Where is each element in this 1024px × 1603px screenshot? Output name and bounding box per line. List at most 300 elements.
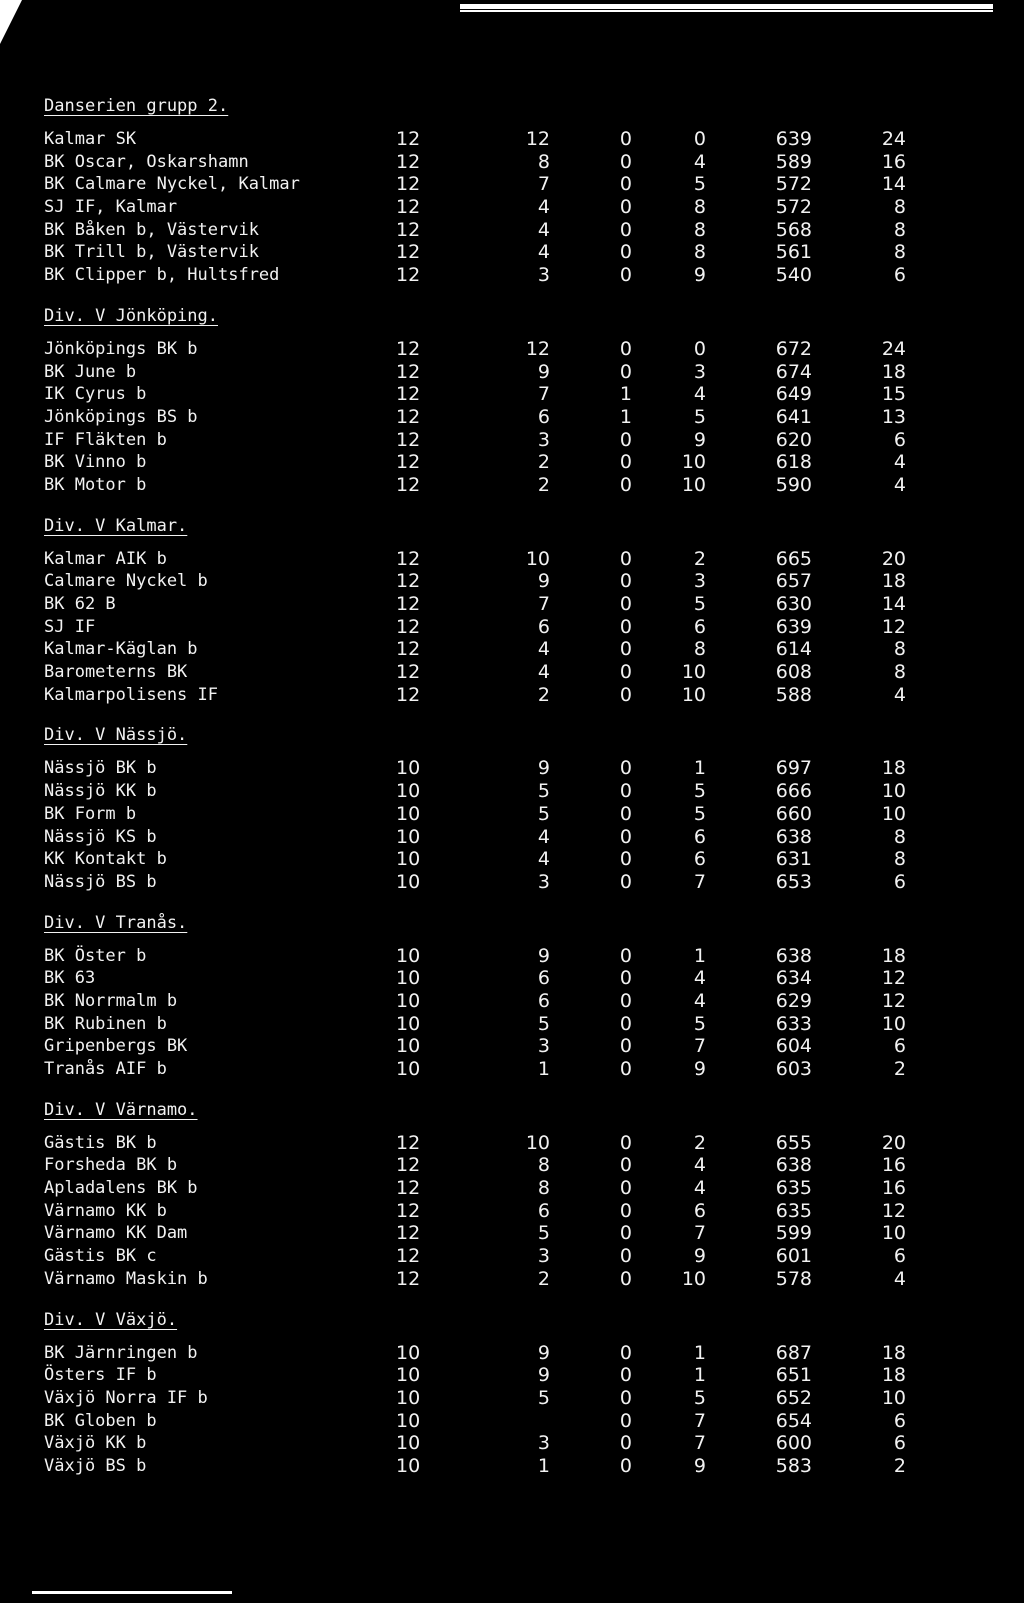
table-row (44, 151, 1004, 174)
team-name: SJ IF, Kalmar (44, 197, 178, 218)
draws: 0 (619, 241, 632, 264)
table-row (44, 1177, 1004, 1200)
table-row (44, 848, 1004, 871)
pins-total: 620 (775, 428, 812, 451)
losses: 6 (693, 848, 706, 871)
standings-section (44, 1099, 1004, 1291)
draws: 0 (619, 1222, 632, 1245)
standings-section (44, 1309, 1004, 1478)
team-name: BK 62 B (44, 594, 116, 614)
losses: 5 (693, 802, 706, 825)
points: 15 (881, 383, 906, 406)
losses: 10 (681, 661, 706, 684)
wins: 3 (537, 428, 550, 451)
pins-total: 629 (775, 989, 812, 1012)
points: 6 (893, 428, 906, 451)
table-row (44, 1245, 1004, 1268)
points: 16 (881, 1154, 906, 1177)
draws: 0 (619, 128, 632, 150)
wins: 6 (537, 615, 550, 638)
games-played: 12 (396, 196, 421, 219)
wins: 2 (537, 451, 550, 474)
draws: 0 (619, 218, 632, 241)
table-row (44, 548, 1004, 571)
table-row (44, 684, 1004, 707)
games-played: 12 (396, 1222, 421, 1245)
section-heading-text: Div. V Nässjö. (44, 725, 188, 746)
table-row (44, 219, 1004, 242)
pins-total: 653 (775, 870, 812, 893)
wins: 3 (537, 1035, 550, 1058)
wins: 9 (537, 1364, 550, 1387)
team-name: Östers IF b (44, 1365, 157, 1386)
losses: 5 (693, 173, 706, 196)
team-name: Kalmar SK (44, 129, 137, 149)
table-row (44, 406, 1004, 429)
losses: 9 (693, 264, 706, 287)
table-row (44, 1035, 1004, 1058)
games-played: 12 (396, 428, 421, 451)
draws: 0 (619, 1386, 632, 1409)
pins-total: 599 (775, 1222, 812, 1245)
draws: 0 (619, 1199, 632, 1222)
table-row (44, 967, 1004, 990)
team-name: Kalmarpolisens IF (44, 684, 218, 705)
games-played: 10 (396, 1341, 421, 1364)
wins: 4 (537, 825, 550, 848)
games-played: 10 (396, 1058, 421, 1080)
points: 10 (881, 802, 906, 825)
draws: 0 (619, 661, 632, 684)
team-name: Nässjö BS b (44, 871, 157, 892)
team-name: Nässjö KS b (44, 826, 157, 847)
points: 4 (893, 451, 906, 474)
table-row (44, 1058, 1004, 1081)
pins-total: 600 (775, 1432, 812, 1455)
draws: 0 (619, 802, 632, 825)
draws: 0 (619, 451, 632, 474)
wins: 2 (537, 1267, 550, 1290)
team-name: BK June b (44, 361, 137, 382)
section-heading-text: Div. V Tranås. (44, 912, 188, 933)
wins: 12 (525, 337, 550, 360)
losses: 8 (693, 218, 706, 241)
wins: 3 (537, 264, 550, 287)
losses: 5 (693, 593, 706, 615)
games-played: 12 (396, 615, 421, 638)
pins-total: 654 (775, 1409, 812, 1432)
games-played: 12 (396, 241, 421, 264)
wins: 6 (537, 989, 550, 1012)
games-played: 12 (396, 218, 421, 241)
points: 6 (893, 870, 906, 893)
team-name: BK Järnringen b (44, 1342, 198, 1363)
section-heading-text: Div. V Kalmar. (44, 515, 188, 536)
draws: 0 (619, 1058, 632, 1080)
pins-total: 638 (775, 1154, 812, 1177)
games-played: 12 (396, 473, 421, 496)
table-row (44, 826, 1004, 849)
draws: 0 (619, 337, 632, 360)
games-played: 10 (396, 967, 421, 990)
losses: 9 (693, 428, 706, 451)
standings-section (44, 724, 1004, 893)
games-played: 12 (396, 1267, 421, 1290)
team-name: KK Kontakt b (44, 849, 167, 870)
draws: 0 (619, 1012, 632, 1035)
points: 12 (881, 1199, 906, 1222)
losses: 9 (693, 1058, 706, 1080)
table-row (44, 1387, 1004, 1410)
table-row (44, 638, 1004, 661)
table-row (44, 1268, 1004, 1291)
team-name: Kalmar-Käglan b (44, 639, 198, 660)
games-played: 10 (396, 802, 421, 825)
draws: 0 (619, 1177, 632, 1200)
draws: 1 (619, 405, 632, 428)
table-row (44, 945, 1004, 968)
pins-total: 687 (775, 1341, 812, 1364)
section-heading (44, 724, 1004, 746)
points: 8 (893, 661, 906, 684)
pins-total: 641 (775, 405, 812, 428)
wins: 2 (537, 683, 550, 706)
games-played: 12 (396, 1154, 421, 1177)
games-played: 12 (396, 1245, 421, 1268)
points: 18 (881, 360, 906, 383)
games-played: 10 (396, 989, 421, 1012)
points: 18 (881, 1341, 906, 1364)
games-played: 12 (396, 405, 421, 428)
table-row (44, 1154, 1004, 1177)
team-name: BK Vinno b (44, 452, 147, 473)
pins-total: 601 (775, 1245, 812, 1268)
games-played: 10 (396, 1035, 421, 1058)
table-row (44, 803, 1004, 826)
pins-total: 634 (775, 967, 812, 990)
standings-section (44, 95, 1004, 287)
pins-total: 674 (775, 360, 812, 383)
games-played: 12 (396, 683, 421, 706)
wins: 12 (525, 128, 550, 150)
draws: 0 (619, 360, 632, 383)
team-name: Gästis BK c (44, 1246, 157, 1267)
losses: 10 (681, 1267, 706, 1290)
pins-total: 603 (775, 1058, 812, 1080)
table-row (44, 570, 1004, 593)
table-row (44, 661, 1004, 684)
draws: 0 (619, 196, 632, 219)
scan-top-rule-thin (460, 10, 993, 12)
games-played: 12 (396, 360, 421, 383)
points: 18 (881, 757, 906, 780)
draws: 0 (619, 1454, 632, 1477)
team-name: BK Form b (44, 803, 137, 824)
wins: 5 (537, 1386, 550, 1409)
draws: 0 (619, 683, 632, 706)
losses: 4 (693, 383, 706, 406)
table-row (44, 757, 1004, 780)
pins-total: 568 (775, 218, 812, 241)
pins-total: 635 (775, 1199, 812, 1222)
pins-total: 588 (775, 683, 812, 706)
table-row (44, 241, 1004, 264)
wins: 4 (537, 661, 550, 684)
pins-total: 666 (775, 780, 812, 803)
points: 24 (881, 128, 906, 150)
points: 8 (893, 825, 906, 848)
wins: 7 (537, 593, 550, 615)
wins: 10 (525, 1131, 550, 1154)
wins: 7 (537, 383, 550, 406)
losses: 8 (693, 638, 706, 661)
table-row (44, 1432, 1004, 1455)
section-heading (44, 1309, 1004, 1331)
pins-total: 660 (775, 802, 812, 825)
games-played: 10 (396, 1012, 421, 1035)
table-row (44, 1342, 1004, 1365)
wins: 8 (537, 1154, 550, 1177)
games-played: 12 (396, 570, 421, 593)
points: 6 (893, 264, 906, 287)
draws: 0 (619, 615, 632, 638)
losses: 10 (681, 683, 706, 706)
losses: 8 (693, 241, 706, 264)
losses: 7 (693, 1409, 706, 1432)
losses: 6 (693, 615, 706, 638)
draws: 0 (619, 1341, 632, 1364)
losses: 10 (681, 473, 706, 496)
draws: 0 (619, 870, 632, 893)
losses: 10 (681, 451, 706, 474)
pins-total: 633 (775, 1012, 812, 1035)
draws: 0 (619, 150, 632, 173)
draws: 0 (619, 757, 632, 780)
losses: 7 (693, 1432, 706, 1455)
losses: 2 (693, 1131, 706, 1154)
draws: 0 (619, 967, 632, 990)
team-name: Jönköpings BS b (44, 406, 198, 427)
team-name: Växjö BS b (44, 1455, 147, 1476)
pins-total: 672 (775, 337, 812, 360)
points: 2 (893, 1454, 906, 1477)
losses: 5 (693, 1012, 706, 1035)
draws: 0 (619, 547, 632, 570)
points: 6 (893, 1409, 906, 1432)
table-row (44, 1364, 1004, 1387)
wins: 9 (537, 570, 550, 593)
team-name: Apladalens BK b (44, 1178, 198, 1199)
standings-section (44, 912, 1004, 1081)
team-name: BK 63 (44, 968, 96, 989)
section-heading (44, 305, 1004, 327)
wins: 10 (525, 547, 550, 570)
team-name: SJ IF (44, 616, 96, 637)
draws: 0 (619, 825, 632, 848)
pins-total: 604 (775, 1035, 812, 1058)
team-name: Värnamo KK Dam (44, 1223, 188, 1244)
points: 6 (893, 1245, 906, 1268)
points: 24 (881, 337, 906, 360)
team-name: Tranås AIF b (44, 1059, 167, 1079)
games-played: 12 (396, 1131, 421, 1154)
draws: 0 (619, 570, 632, 593)
pins-total: 590 (775, 473, 812, 496)
draws: 0 (619, 1409, 632, 1432)
losses: 7 (693, 1035, 706, 1058)
pins-total: 630 (775, 593, 812, 615)
wins: 1 (537, 1058, 550, 1080)
team-name: Nässjö KK b (44, 781, 157, 802)
wins: 1 (537, 1454, 550, 1477)
draws: 0 (619, 173, 632, 196)
pins-total: 614 (775, 638, 812, 661)
losses: 3 (693, 360, 706, 383)
games-played: 10 (396, 757, 421, 780)
games-played: 10 (396, 848, 421, 871)
pins-total: 540 (775, 264, 812, 287)
pins-total: 639 (775, 615, 812, 638)
wins: 9 (537, 360, 550, 383)
losses: 4 (693, 967, 706, 990)
pins-total: 649 (775, 383, 812, 406)
points: 8 (893, 241, 906, 264)
draws: 0 (619, 1267, 632, 1290)
team-name: Jönköpings BK b (44, 338, 198, 359)
table-row (44, 429, 1004, 452)
losses: 0 (693, 337, 706, 360)
wins: 8 (537, 150, 550, 173)
losses: 5 (693, 1386, 706, 1409)
table-row (44, 1132, 1004, 1155)
pins-total: 578 (775, 1267, 812, 1290)
draws: 0 (619, 1432, 632, 1455)
points: 20 (881, 1131, 906, 1154)
team-name: BK Globen b (44, 1410, 157, 1431)
table-row (44, 593, 1004, 616)
points: 8 (893, 218, 906, 241)
pins-total: 589 (775, 150, 812, 173)
losses: 4 (693, 1177, 706, 1200)
pins-total: 697 (775, 757, 812, 780)
draws: 0 (619, 1035, 632, 1058)
losses: 1 (693, 944, 706, 967)
points: 12 (881, 967, 906, 990)
points: 16 (881, 150, 906, 173)
losses: 5 (693, 780, 706, 803)
wins: 8 (537, 1177, 550, 1200)
scan-bottom-rule (32, 1591, 232, 1594)
losses: 6 (693, 1199, 706, 1222)
draws: 0 (619, 473, 632, 496)
table-row (44, 338, 1004, 361)
wins: 7 (537, 173, 550, 196)
games-played: 12 (396, 337, 421, 360)
table-row (44, 173, 1004, 196)
section-heading (44, 95, 1004, 117)
team-name: Calmare Nyckel b (44, 571, 208, 592)
losses: 0 (693, 128, 706, 150)
losses: 4 (693, 1154, 706, 1177)
draws: 0 (619, 638, 632, 661)
losses: 9 (693, 1245, 706, 1268)
points: 12 (881, 615, 906, 638)
losses: 7 (693, 1222, 706, 1245)
points: 13 (881, 405, 906, 428)
pins-total: 618 (775, 451, 812, 474)
wins: 6 (537, 967, 550, 990)
points: 16 (881, 1177, 906, 1200)
wins: 2 (537, 473, 550, 496)
scan-top-rule (460, 4, 993, 9)
standings-document (44, 95, 1004, 1496)
table-row (44, 1200, 1004, 1223)
points: 10 (881, 1012, 906, 1035)
section-heading (44, 1099, 1004, 1121)
pins-total: 583 (775, 1454, 812, 1477)
losses: 5 (693, 405, 706, 428)
points: 18 (881, 1364, 906, 1387)
pins-total: 655 (775, 1131, 812, 1154)
pins-total: 572 (775, 173, 812, 196)
pins-total: 652 (775, 1386, 812, 1409)
points: 2 (893, 1058, 906, 1080)
wins: 9 (537, 944, 550, 967)
wins: 5 (537, 1222, 550, 1245)
losses: 6 (693, 825, 706, 848)
wins: 5 (537, 780, 550, 803)
pins-total: 638 (775, 944, 812, 967)
team-name: BK Motor b (44, 474, 147, 495)
wins: 4 (537, 196, 550, 219)
losses: 4 (693, 989, 706, 1012)
games-played: 10 (396, 1454, 421, 1477)
points: 14 (881, 173, 906, 196)
points: 20 (881, 547, 906, 570)
pins-total: 561 (775, 241, 812, 264)
games-played: 10 (396, 870, 421, 893)
losses: 1 (693, 1341, 706, 1364)
wins: 3 (537, 1245, 550, 1268)
losses: 8 (693, 196, 706, 219)
section-heading-text: Div. V Växjö. (44, 1309, 178, 1330)
table-row (44, 871, 1004, 894)
team-name: BK Clipper b, Hultsfred (44, 265, 280, 286)
section-heading-text: Danserien grupp 2. (44, 96, 229, 116)
losses: 1 (693, 1364, 706, 1387)
games-played: 12 (396, 383, 421, 406)
losses: 9 (693, 1454, 706, 1477)
pins-total: 631 (775, 848, 812, 871)
draws: 0 (619, 593, 632, 615)
wins: 3 (537, 870, 550, 893)
losses: 4 (693, 150, 706, 173)
draws: 0 (619, 1131, 632, 1154)
team-name: Forsheda BK b (44, 1155, 178, 1176)
games-played: 12 (396, 264, 421, 287)
points: 4 (893, 473, 906, 496)
team-name: BK Norrmalm b (44, 990, 178, 1011)
team-name: Barometerns BK (44, 662, 188, 683)
table-row (44, 474, 1004, 497)
points: 10 (881, 780, 906, 803)
games-played: 12 (396, 1177, 421, 1200)
pins-total: 639 (775, 128, 812, 150)
team-name: IF Fläkten b (44, 429, 167, 450)
games-played: 10 (396, 1364, 421, 1387)
team-name: BK Calmare Nyckel, Kalmar (44, 174, 300, 195)
games-played: 12 (396, 128, 421, 150)
